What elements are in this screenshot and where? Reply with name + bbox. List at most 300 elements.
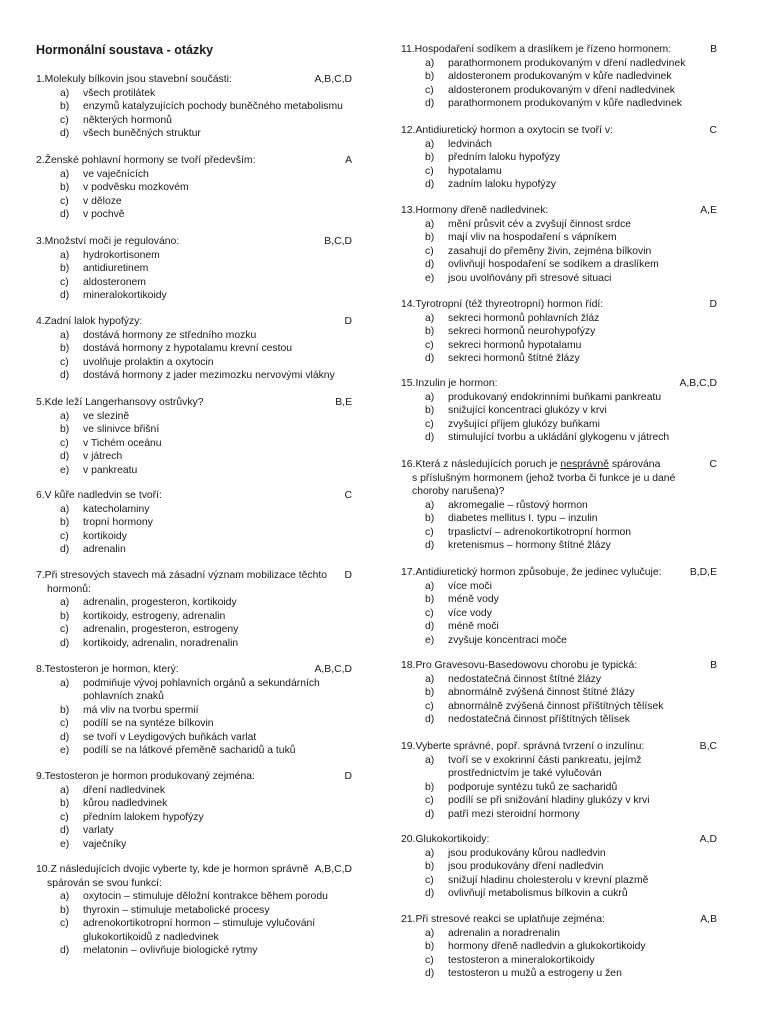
option-text: podílí se na látkové přeměně sacharidů a tuků <box>83 745 296 756</box>
answer-key: C <box>344 490 352 501</box>
question-block <box>401 833 721 901</box>
option-text: ovlivňují metabolismus bílkovin a cukrů <box>448 888 628 899</box>
question-block <box>36 235 356 303</box>
option-text: abnormálně zvýšená činnost příštítných tělísek <box>448 700 664 712</box>
question-text <box>36 570 327 581</box>
answer-option <box>36 195 356 209</box>
option-text: mají vliv na hospodaření s vápníkem <box>448 232 617 243</box>
option-letter: c) <box>425 418 434 430</box>
option-letter: a) <box>425 580 435 592</box>
option-letter: b) <box>60 343 70 354</box>
option-text: se tvoří v Leydigových buňkách varlat <box>83 731 257 743</box>
question-text <box>401 44 671 55</box>
answer-option <box>401 781 721 795</box>
answer-option <box>401 593 721 607</box>
question-block <box>401 124 721 192</box>
option-text: kůrou nadledvinek <box>83 798 168 809</box>
question-text <box>401 741 644 752</box>
option-text: varlaty <box>83 825 114 836</box>
question-text <box>36 397 204 408</box>
answer-option <box>36 114 356 128</box>
question-text-part: 13.Hormony dřeně nadledvinek: <box>401 205 549 216</box>
option-letter: d) <box>425 179 435 190</box>
option-letter: a) <box>425 138 435 150</box>
option-letter: a) <box>60 249 70 261</box>
question-text <box>401 205 548 216</box>
question-header <box>36 73 356 87</box>
option-letter: d) <box>60 451 70 462</box>
question-block <box>401 298 721 366</box>
question-text-part: 21.Při stresové reakci se uplatňuje zejména: <box>401 914 605 925</box>
answer-option <box>401 325 721 339</box>
option-letter: a) <box>60 168 70 180</box>
option-letter: c) <box>425 795 434 806</box>
option-text: v pankreatu <box>83 464 138 476</box>
answer-key: A,B,C,D <box>314 74 352 85</box>
question-block <box>401 377 721 445</box>
option-letter: d) <box>425 888 435 899</box>
option-text: podílí se při snižování hladiny glukózy v krvi <box>448 795 650 806</box>
question-text-part: 2.Ženské pohlavní hormony se tvoří především: <box>36 155 256 166</box>
option-text: jsou produkovány dření nadledvin <box>448 861 604 872</box>
answer-option <box>36 530 356 544</box>
answer-option <box>401 927 721 941</box>
answer-option <box>36 87 356 101</box>
answer-option <box>36 437 356 451</box>
question-text <box>36 771 255 782</box>
answer-key: A,B <box>700 914 717 925</box>
option-letter: c) <box>60 718 69 729</box>
answer-key: B,E <box>335 397 352 408</box>
option-letter: d) <box>425 808 435 820</box>
answer-key: B,C,D <box>324 236 352 247</box>
option-text: adrenokortikotropní hormon – stimuluje vylučování <box>83 918 316 929</box>
option-text: všech buněčných struktur <box>83 128 201 139</box>
answer-option <box>401 404 721 418</box>
answer-option <box>36 824 356 838</box>
option-letter: c) <box>60 195 69 207</box>
question-text <box>36 490 162 501</box>
question-header <box>36 235 356 249</box>
answer-option <box>401 526 721 540</box>
answer-option <box>36 262 356 276</box>
answer-option <box>36 516 356 530</box>
question-header <box>401 740 721 754</box>
option-letter: d) <box>425 621 435 632</box>
answer-option <box>36 917 356 944</box>
question-text-part: 11.Hospodaření sodíkem a draslíkem je řízeno hormonem: <box>401 44 672 55</box>
option-letter: d) <box>60 637 70 649</box>
question-text <box>36 236 179 247</box>
question-text-part: 19.Vyberte správné, popř. správná tvrzení o inzulínu: <box>401 741 645 752</box>
question-header <box>401 458 721 499</box>
option-letter: a) <box>60 329 70 341</box>
option-text: v Tichém oceánu <box>83 437 162 449</box>
option-text: ve vaječnících <box>83 168 149 180</box>
option-letter: b) <box>60 101 70 112</box>
option-letter: a) <box>60 410 70 422</box>
question-block <box>401 740 721 821</box>
answer-option <box>401 218 721 232</box>
option-text: kortikoidy, adrenalin, noradrenalin <box>83 637 239 649</box>
question-header <box>36 154 356 168</box>
question-text-part: 4.Zadní lalok hypofýzy: <box>36 316 143 327</box>
option-letter: c) <box>60 624 69 635</box>
question-text-continued: choroby narušena)? <box>412 486 505 497</box>
option-letter: a) <box>60 784 70 796</box>
option-text: sekreci hormonů pohlavních žláz <box>448 312 600 324</box>
question-text <box>36 316 142 327</box>
option-text: hormony dřeně nadledvin a glukokortikoidy <box>448 941 646 952</box>
question-text <box>401 834 489 845</box>
option-text: sekreci hormonů neurohypofýzy <box>448 326 596 337</box>
option-letter: d) <box>60 544 70 555</box>
question-text-part: 17.Antidiuretický hormon způsobuje, že jedinec vylučuje: <box>401 567 662 578</box>
answer-option <box>401 151 721 165</box>
option-text: méně vody <box>448 594 499 605</box>
page-title: Hormonální soustava - otázky <box>36 43 214 57</box>
answer-option <box>401 686 721 700</box>
option-letter: b) <box>425 941 435 952</box>
answer-option <box>401 418 721 432</box>
question-block <box>401 458 721 553</box>
option-text: dostává hormony ze středního mozku <box>83 329 257 341</box>
question-text-part: spárována <box>608 459 661 470</box>
question-text <box>36 155 255 166</box>
answer-option <box>401 258 721 272</box>
answer-option <box>401 84 721 98</box>
answer-option <box>401 97 721 111</box>
answer-key: A <box>345 155 352 166</box>
answer-option <box>401 847 721 861</box>
option-text: testosteron u mužů a estrogeny u žen <box>448 968 622 979</box>
option-text: předním laloku hypofýzy <box>448 152 561 163</box>
answer-option <box>36 797 356 811</box>
answer-option <box>401 634 721 648</box>
answer-key: A,D <box>699 834 717 845</box>
option-letter: a) <box>425 499 435 511</box>
answer-option <box>36 464 356 478</box>
option-text: v játrech <box>83 451 123 462</box>
option-text: aldosteronem produkovaným v dření nadledvinek <box>448 84 675 96</box>
option-text: podílí se na syntéze bílkovin <box>83 718 214 729</box>
option-text: akromegalie – růstový hormon <box>448 499 588 511</box>
option-text: hypotalamu <box>448 165 502 177</box>
question-header <box>36 663 356 677</box>
option-letter: a) <box>425 218 435 230</box>
option-letter: b) <box>60 610 70 622</box>
answer-key: D <box>344 570 352 581</box>
option-text: parathormonem produkovaným v dření nadledvinek <box>448 57 686 69</box>
answer-option <box>36 623 356 637</box>
question-text <box>401 299 603 310</box>
option-text: snižující koncentraci glukózy v krvi <box>448 405 607 416</box>
answer-option <box>36 944 356 958</box>
option-text: stimulující tvorbu a ukládání glykogenu v játrech <box>448 432 670 443</box>
question-block <box>36 663 356 758</box>
option-text: má vliv na tvorbu spermií <box>83 704 199 716</box>
answer-option <box>401 713 721 727</box>
option-text: ve slinivce břišní <box>83 424 160 435</box>
question-text <box>401 125 613 136</box>
answer-option <box>401 808 721 822</box>
option-letter: a) <box>425 927 435 939</box>
question-text-part: 7.Při stresových stavech má zásadní význam mobilizace těchto <box>36 570 328 581</box>
option-text: zvyšuje koncentraci moče <box>448 634 567 646</box>
answer-option <box>401 431 721 445</box>
question-header <box>36 569 356 596</box>
answer-option <box>36 677 356 704</box>
option-text: aldosteronem <box>83 276 146 288</box>
answer-option <box>36 208 356 222</box>
answer-option <box>401 887 721 901</box>
question-text-part: 9.Testosteron je hormon produkovaný zejména: <box>36 771 255 782</box>
option-letter: b) <box>425 594 435 605</box>
option-text: enzymů katalyzujících pochody buněčného metabolismu <box>83 101 343 112</box>
option-text: kortikoidy <box>83 530 127 542</box>
option-letter: e) <box>60 464 70 476</box>
option-letter: c) <box>425 700 434 712</box>
option-letter: c) <box>425 339 434 351</box>
option-text: ve slezině <box>83 410 130 422</box>
question-text-part: 20.Glukokortikoidy: <box>401 834 490 845</box>
question-header <box>401 833 721 847</box>
option-letter: c) <box>425 874 434 886</box>
option-text-continued: prostřednictvím je také vylučován <box>448 768 602 779</box>
option-letter: a) <box>425 673 435 685</box>
option-text: méně moči <box>448 621 499 632</box>
option-letter: a) <box>60 677 70 689</box>
answer-option <box>36 596 356 610</box>
answer-option <box>401 754 721 781</box>
question-header <box>401 566 721 580</box>
option-letter: c) <box>425 165 434 177</box>
option-text: adrenalin <box>83 544 126 555</box>
option-text: ovlivňují hospodaření se sodíkem a draslíkem <box>448 259 659 270</box>
option-letter: d) <box>425 353 435 364</box>
option-text: kretenismus – hormony štítné žlázy <box>448 540 611 551</box>
answer-key: D <box>344 771 352 782</box>
option-letter: a) <box>425 847 435 859</box>
option-letter: b) <box>425 781 435 793</box>
option-letter: c) <box>425 84 434 96</box>
question-block <box>36 863 356 958</box>
answer-option <box>401 138 721 152</box>
answer-option <box>401 178 721 192</box>
question-text <box>36 664 179 675</box>
option-text: thyroxin – stimuluje metabolické procesy <box>83 904 270 916</box>
answer-option <box>401 339 721 353</box>
answer-option <box>36 289 356 303</box>
option-text: trpaslictví – adrenokortikotropní hormon <box>448 526 632 538</box>
answer-key: B,D,E <box>689 567 717 578</box>
answer-option <box>401 272 721 286</box>
option-text: hydrokortisonem <box>83 249 160 261</box>
option-text: v děloze <box>83 195 122 207</box>
answer-option <box>36 410 356 424</box>
option-text: v podvěsku mozkovém <box>83 182 189 193</box>
option-letter: d) <box>60 128 70 139</box>
question-header <box>401 204 721 218</box>
answer-option <box>401 312 721 326</box>
option-letter: a) <box>425 754 435 766</box>
answer-option <box>401 794 721 808</box>
answer-option <box>36 356 356 370</box>
answer-option <box>401 673 721 687</box>
option-text: dostává hormony z hypotalamu krevní cestou <box>83 343 293 354</box>
option-letter: a) <box>60 891 70 902</box>
option-text: mění průsvit cév a zvyšují činnost srdce <box>448 218 632 230</box>
question-block <box>36 315 356 383</box>
option-letter: d) <box>60 209 70 220</box>
option-letter: b) <box>60 424 70 435</box>
question-header <box>401 659 721 673</box>
answer-option <box>401 967 721 981</box>
question-block <box>401 43 721 111</box>
option-letter: c) <box>60 437 69 449</box>
option-text: antidiuretinem <box>83 263 149 274</box>
answer-key: B,C <box>699 741 717 752</box>
option-text: všech protilátek <box>83 87 156 99</box>
question-text <box>401 914 605 925</box>
option-text: předním lalokem hypofýzy <box>83 811 204 823</box>
option-letter: d) <box>60 825 70 836</box>
option-text: dření nadledvinek <box>83 784 166 796</box>
question-text-part: 15.Inzulin je hormon: <box>401 378 498 389</box>
option-letter: d) <box>425 259 435 270</box>
answer-option <box>401 512 721 526</box>
question-header <box>401 913 721 927</box>
option-text: jsou produkovány kůrou nadledvin <box>448 847 606 859</box>
question-text-continued: s příslušným hormonem (jehož tvorba či funkce je u dané <box>412 472 676 484</box>
option-text: zasahují do přeměny živin, zejména bílkovin <box>448 245 652 257</box>
option-letter: b) <box>60 182 70 193</box>
answer-option <box>36 342 356 356</box>
answer-option <box>36 168 356 182</box>
option-letter: e) <box>60 745 70 756</box>
question-text <box>401 459 660 470</box>
option-letter: b) <box>425 687 435 698</box>
question-underlined-word: nesprávně <box>560 459 609 470</box>
option-letter: b) <box>425 405 435 416</box>
question-block <box>36 569 356 650</box>
answer-option <box>401 580 721 594</box>
option-letter: b) <box>60 798 70 809</box>
answer-option <box>401 245 721 259</box>
option-letter: b) <box>425 326 435 337</box>
option-text: ledvinách <box>448 138 492 150</box>
option-letter: b) <box>60 904 70 916</box>
option-letter: c) <box>425 245 434 257</box>
option-letter: a) <box>425 312 435 324</box>
option-letter: b) <box>425 232 435 243</box>
option-text: v pochvě <box>83 209 125 220</box>
option-letter: a) <box>60 503 70 515</box>
answer-option <box>401 231 721 245</box>
answer-option <box>401 700 721 714</box>
question-block <box>36 154 356 222</box>
answer-option <box>36 276 356 290</box>
answer-option <box>401 70 721 84</box>
answer-option <box>401 391 721 405</box>
option-text: dostává hormony z jader mezimozku nervovými vlákny <box>83 370 335 381</box>
option-letter: c) <box>60 530 69 542</box>
answer-option <box>36 811 356 825</box>
option-letter: b) <box>60 263 70 274</box>
option-letter: a) <box>60 87 70 99</box>
question-header <box>401 124 721 138</box>
option-letter: a) <box>60 597 70 608</box>
option-text: snižují hladinu cholesterolu v krevní plazmě <box>448 874 649 886</box>
answer-option <box>36 369 356 383</box>
option-text: adrenalin, progesteron, kortikoidy <box>83 597 237 608</box>
question-text-continued: hormonů: <box>47 583 91 595</box>
question-text-part: 18.Pro Gravesovu-Basedowovu chorobu je typická: <box>401 660 638 671</box>
answer-key: A,B,C,D <box>314 864 352 875</box>
option-text-continued: glukokortikoidů z nadledvinek <box>83 931 219 943</box>
option-letter: d) <box>425 968 435 979</box>
answer-option <box>401 499 721 513</box>
option-letter: e) <box>60 838 70 850</box>
answer-option <box>36 784 356 798</box>
question-header <box>401 377 721 391</box>
question-text-part: 5.Kde leží Langerhansovy ostrůvky? <box>36 397 204 408</box>
option-letter: c) <box>425 607 434 619</box>
option-letter: d) <box>60 945 70 956</box>
answer-option <box>36 181 356 195</box>
answer-option <box>36 127 356 141</box>
answer-option <box>36 704 356 718</box>
question-text <box>401 378 497 389</box>
question-text-continued: spárován se svou funkcí: <box>47 877 162 889</box>
question-block <box>36 73 356 141</box>
option-text: některých hormonů <box>83 114 172 126</box>
question-text-part: 12.Antidiuretický hormon a oxytocin se tvoří v: <box>401 125 613 136</box>
question-header <box>36 396 356 410</box>
answer-option <box>36 838 356 852</box>
answer-option <box>36 731 356 745</box>
option-text: mineralokortikoidy <box>83 290 167 301</box>
option-text-continued: pohlavních znaků <box>83 691 164 702</box>
option-letter: b) <box>60 704 70 716</box>
answer-option <box>401 874 721 888</box>
answer-option <box>401 620 721 634</box>
option-letter: e) <box>425 272 435 284</box>
option-text: produkovaný endokrinními buňkami pankreatu <box>448 391 662 403</box>
answer-option <box>36 450 356 464</box>
option-text: nedostatečná činnost štítné žlázy <box>448 673 602 685</box>
option-text: aldosteronem produkovaným v kůře nadledvinek <box>448 71 672 82</box>
option-letter: c) <box>60 918 69 929</box>
option-text: vaječníky <box>83 838 127 850</box>
option-text: podmiňuje vývoj pohlavních orgánů a sekundárních <box>83 677 320 689</box>
answer-option <box>401 352 721 366</box>
answer-option <box>401 57 721 71</box>
question-header <box>36 863 356 890</box>
question-text <box>36 74 232 85</box>
answer-key: D <box>344 316 352 327</box>
option-text: katecholaminy <box>83 503 150 515</box>
option-letter: c) <box>425 954 434 966</box>
question-text-part: 16.Která z následujících poruch je <box>401 459 561 470</box>
question-block <box>36 489 356 557</box>
answer-option <box>36 637 356 651</box>
option-text: více vody <box>448 607 492 619</box>
answer-key: A,E <box>700 205 717 216</box>
option-text: tvoří se v exokrinní části pankreatu, jejímž <box>448 754 642 766</box>
option-text: abnormálně zvýšená činnost štítné žlázy <box>448 687 635 698</box>
option-text: uvolňuje prolaktin a oxytocin <box>83 356 214 368</box>
